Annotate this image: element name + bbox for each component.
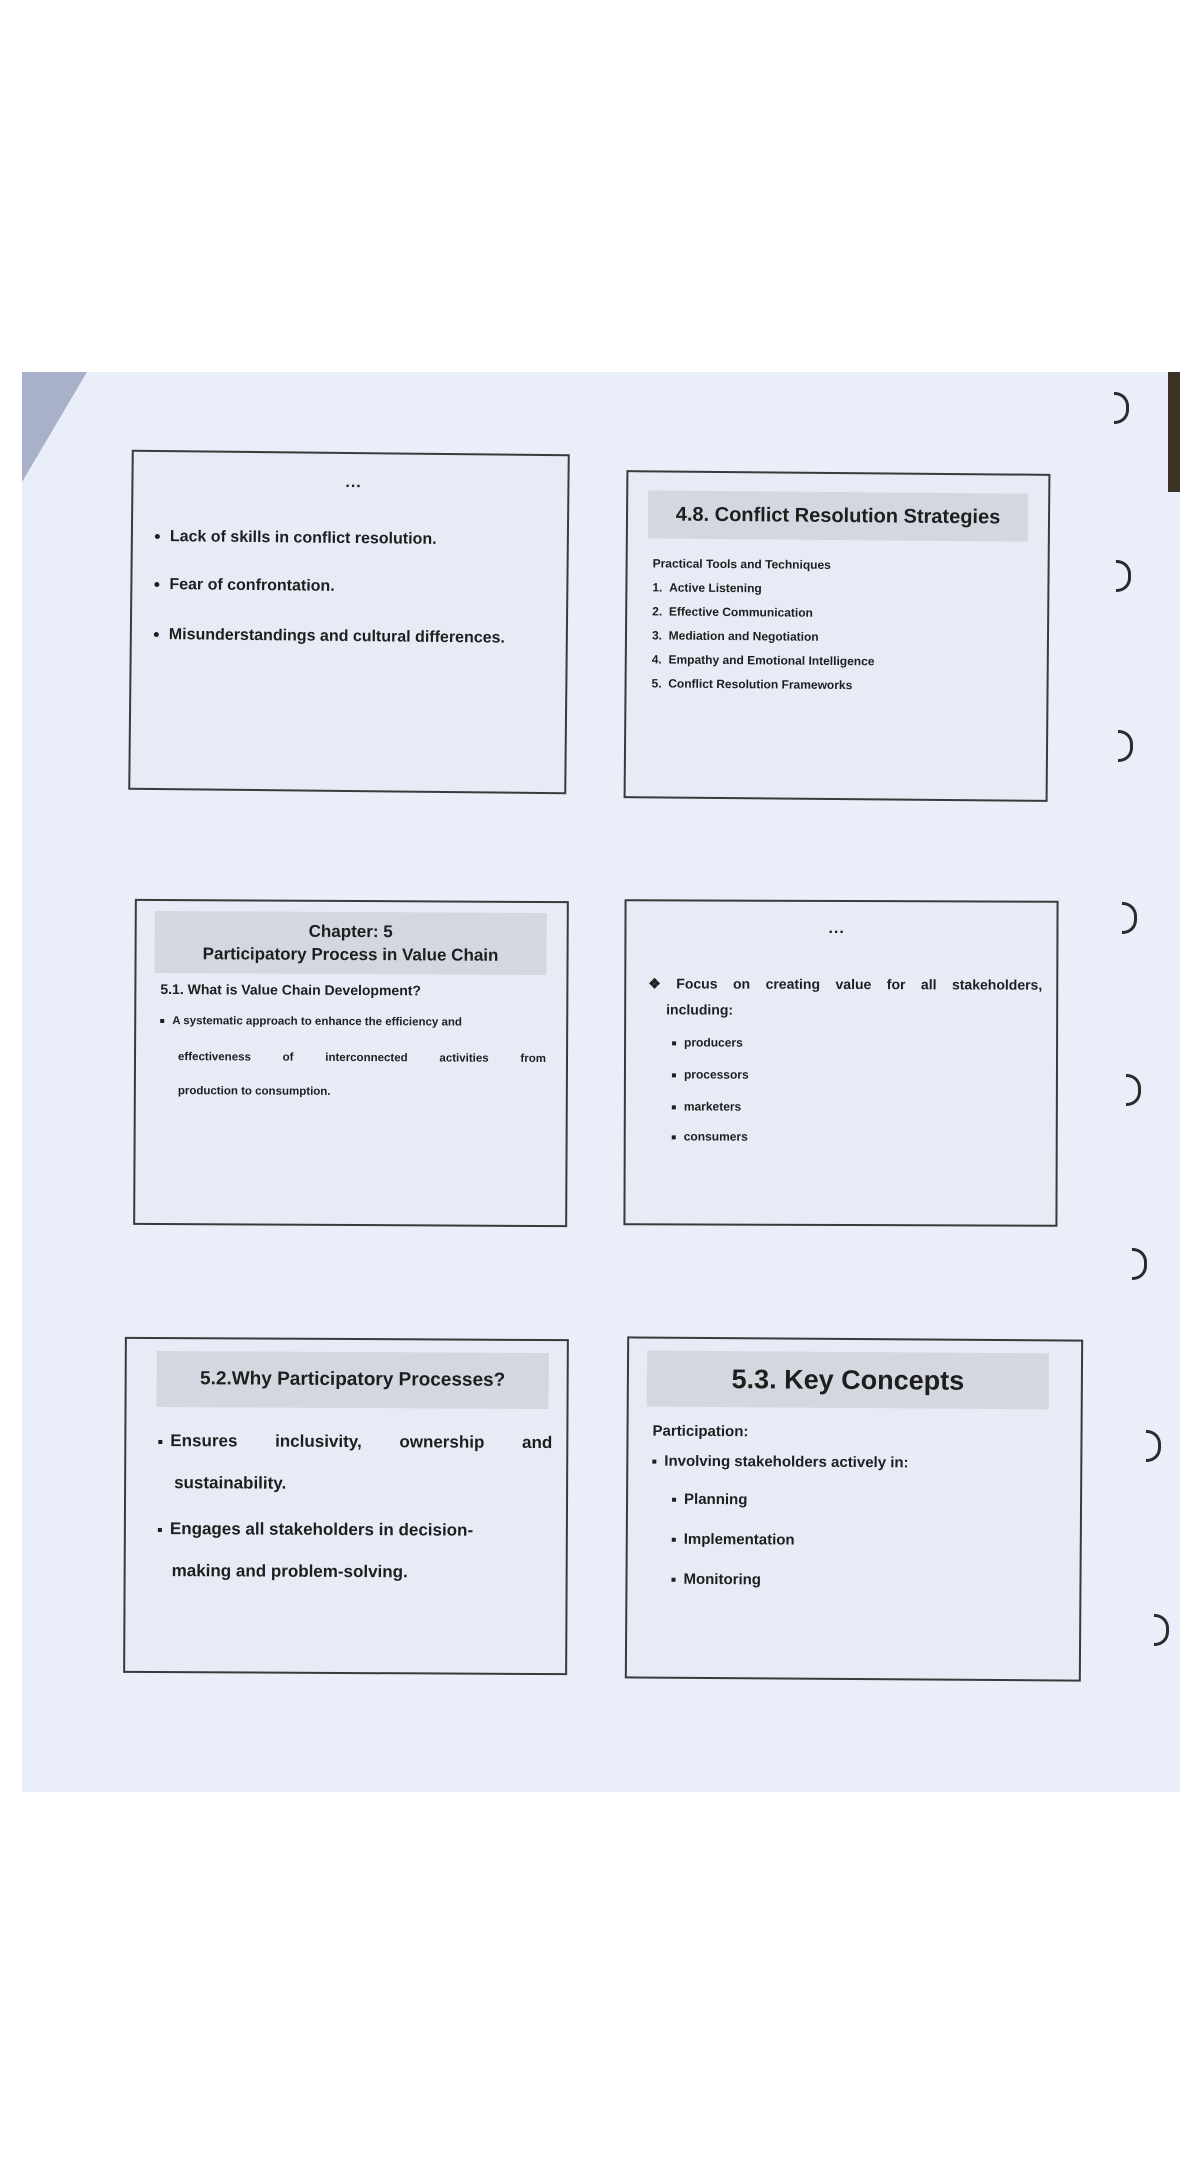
lead-line: ❖ Focus on creating value for all stakeholders, bbox=[648, 975, 1043, 993]
diamond-bullet-icon: ❖ bbox=[648, 975, 661, 992]
bullet-item: Misunderstandings and cultural differences. bbox=[154, 626, 505, 648]
slide-conflict-causes bbox=[128, 450, 570, 795]
bullet-icon bbox=[154, 582, 159, 587]
binder-ring-mark bbox=[1154, 1614, 1169, 1646]
slide-why-participatory bbox=[123, 1337, 569, 1675]
chapter-number: Chapter: 5 bbox=[308, 921, 393, 942]
slide-subtitle: Practical Tools and Techniques bbox=[652, 556, 831, 572]
bullet-icon bbox=[672, 1105, 676, 1109]
list-item: Planning bbox=[672, 1491, 747, 1509]
numbered-item: 4. Empathy and Emotional Intelligence bbox=[651, 652, 875, 669]
bullet-item: Fear of confrontation. bbox=[154, 576, 335, 596]
binder-ring-mark bbox=[1118, 730, 1133, 762]
bullet-icon bbox=[672, 1498, 676, 1502]
bullet-icon bbox=[672, 1073, 676, 1077]
list-item: Monitoring bbox=[671, 1571, 761, 1589]
list-item: consumers bbox=[672, 1129, 748, 1143]
binder-ring-mark bbox=[1116, 560, 1131, 592]
numbered-item: 2. Effective Communication bbox=[652, 604, 813, 620]
binder-edge bbox=[1168, 372, 1180, 492]
printed-page bbox=[22, 372, 1180, 1792]
bullet-icon bbox=[672, 1041, 676, 1045]
bullet-icon bbox=[158, 1528, 162, 1532]
bullet-icon bbox=[155, 534, 160, 539]
numbered-item: 3. Mediation and Negotiation bbox=[651, 628, 819, 644]
list-item: producers bbox=[672, 1035, 743, 1049]
bullet-icon bbox=[652, 1460, 656, 1464]
numbered-item: 5. Conflict Resolution Frameworks bbox=[651, 676, 853, 693]
slide-continuation-mark: ... bbox=[345, 473, 362, 492]
slide-title: 5.3. Key Concepts bbox=[647, 1351, 1049, 1410]
lead-line: Involving stakeholders actively in: bbox=[652, 1453, 908, 1472]
binder-ring-mark bbox=[1126, 1074, 1141, 1106]
binder-ring-mark bbox=[1132, 1248, 1147, 1280]
binder-ring-mark bbox=[1122, 902, 1137, 934]
chapter-title: Participatory Process in Value Chain bbox=[202, 944, 499, 965]
concept-label: Participation: bbox=[652, 1422, 749, 1441]
numbered-item: 1. Active Listening bbox=[652, 580, 762, 596]
section-heading: 5.1. What is Value Chain Development? bbox=[160, 981, 422, 999]
slide-title: 4.8. Conflict Resolution Strategies bbox=[648, 490, 1028, 541]
bullet-icon bbox=[672, 1538, 676, 1542]
bullet-item: Lack of skills in conflict resolution. bbox=[155, 528, 437, 549]
lead-line: including: bbox=[666, 1001, 734, 1018]
binder-ring-mark bbox=[1114, 392, 1129, 424]
bullet-line: sustainability. bbox=[174, 1473, 287, 1493]
binder-ring-mark bbox=[1146, 1430, 1161, 1462]
slide-key-concepts bbox=[625, 1336, 1083, 1681]
list-item: Implementation bbox=[672, 1531, 795, 1549]
slide-continuation-mark: ... bbox=[828, 919, 845, 938]
bullet-line: Ensures inclusivity, ownership and bbox=[158, 1431, 552, 1453]
bullet-line: Engages all stakeholders in decision- bbox=[158, 1519, 473, 1541]
slide-chapter-5 bbox=[133, 899, 569, 1227]
bullet-line: making and problem-solving. bbox=[171, 1561, 408, 1582]
slide-conflict-strategies bbox=[624, 470, 1051, 802]
page-corner-fold bbox=[22, 372, 87, 482]
bullet-icon bbox=[160, 1019, 164, 1023]
bullet-icon bbox=[671, 1578, 675, 1582]
paragraph-line: A systematic approach to enhance the efficiency and bbox=[160, 1015, 462, 1029]
bullet-icon bbox=[158, 1440, 162, 1444]
list-item: processors bbox=[672, 1067, 749, 1081]
paragraph-line: production to consumption. bbox=[177, 1085, 331, 1098]
bullet-icon bbox=[154, 632, 159, 637]
slide-title bbox=[154, 911, 546, 975]
slide-title: 5.2.Why Participatory Processes? bbox=[157, 1351, 549, 1409]
list-item: marketers bbox=[672, 1099, 741, 1113]
slide-value-stakeholders bbox=[623, 899, 1058, 1227]
bullet-icon bbox=[672, 1135, 676, 1139]
paragraph-line: effectiveness of interconnected activities from bbox=[177, 1051, 547, 1066]
